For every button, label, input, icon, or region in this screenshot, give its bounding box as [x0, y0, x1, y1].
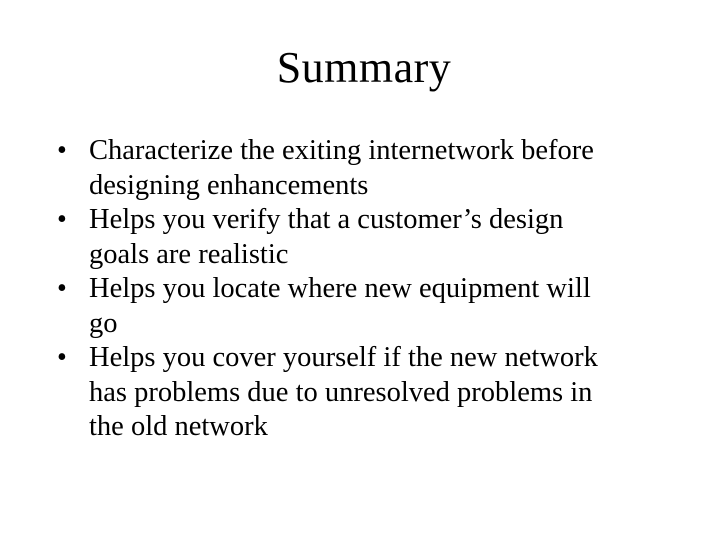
bullet-item	[57, 134, 697, 203]
bullet-text-line: Characterize the exiting internetwork before	[89, 135, 594, 166]
bullet-text-line: the old network	[89, 411, 268, 442]
bullet-text-line: has problems due to unresolved problems in	[89, 376, 593, 408]
bullet-text-line: goals are realistic	[89, 238, 289, 270]
bullet-item	[57, 203, 697, 272]
bullet-text-line: Helps you cover yourself if the new network	[89, 342, 598, 373]
bullet-dot-icon: •	[57, 204, 67, 235]
bullet-item	[57, 272, 697, 341]
bullet-text-line: go	[89, 307, 118, 339]
bullet-dot-icon: •	[57, 342, 67, 373]
bullet-text-line: Helps you verify that a customer’s design	[89, 204, 564, 235]
bullet-dot-icon: •	[57, 135, 67, 166]
bullet-list	[57, 134, 697, 445]
bullet-text-line: Helps you locate where new equipment will	[89, 273, 591, 304]
bullet-dot-icon: •	[57, 273, 67, 304]
bullet-text-line: designing enhancements	[89, 169, 369, 201]
slide-title: Summary	[276, 43, 452, 92]
bullet-item	[57, 341, 697, 445]
